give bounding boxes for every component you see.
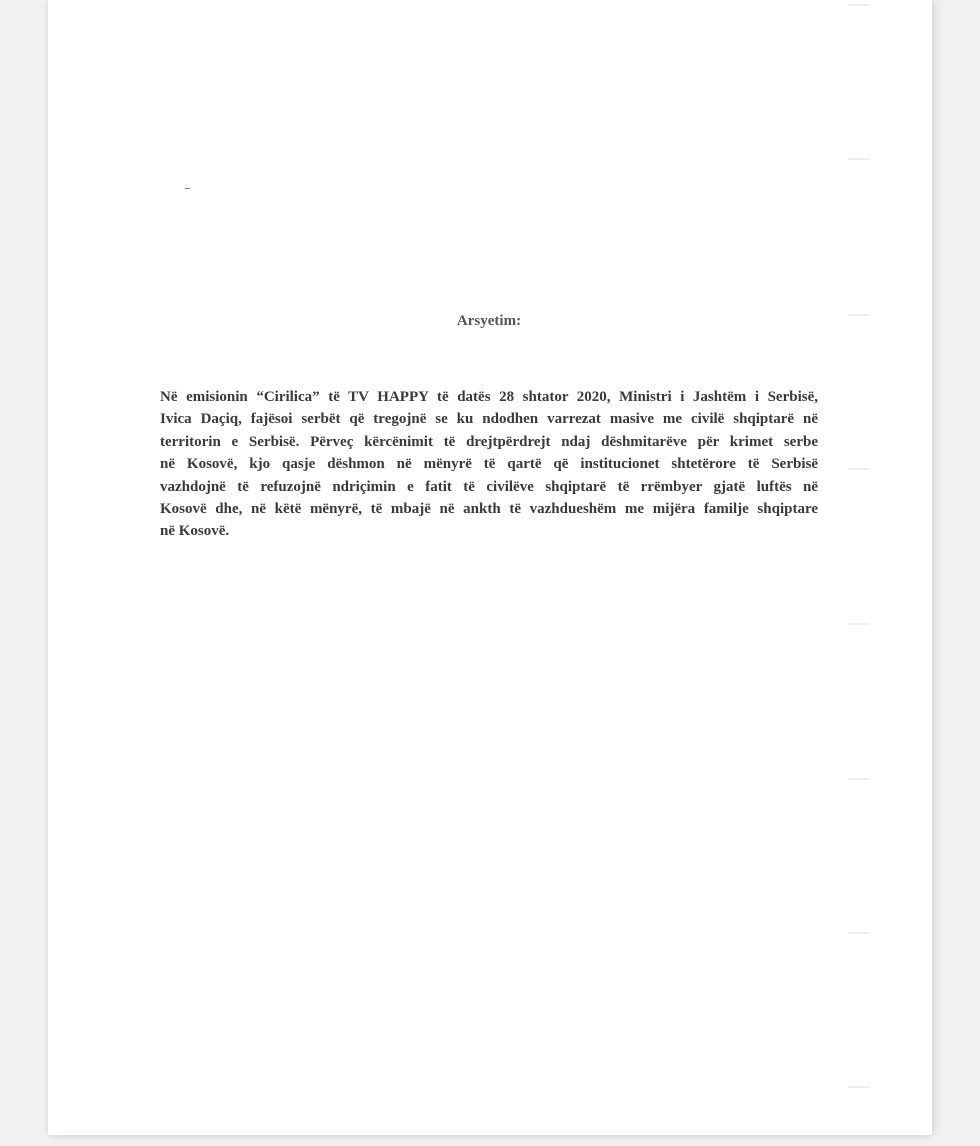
paragraph-line: Kosovë dhe, në këtë mënyrë, të mbajë në ankth të vazhdueshëm me mijëra familje shqiptare	[160, 500, 818, 517]
paragraph-line: Në emisionin “Cirilica” të TV HAPPY të datës 28 shtator 2020, Ministri i Jashtëm i Serbisë,	[160, 389, 818, 405]
paragraph-line: në Kosovë.	[160, 523, 230, 540]
paragraph-line: Ivica Daçiq, fajësoi serbët që tregojnë se ku ndodhen varrezat masive me civilë shqiptarë në	[160, 411, 818, 428]
bleed-mark	[848, 158, 870, 160]
bleed-mark	[848, 623, 870, 625]
bleed-mark	[848, 778, 870, 780]
bleed-mark	[848, 932, 870, 934]
document-page	[48, 0, 932, 1135]
bleed-mark	[848, 468, 870, 470]
bleed-mark	[848, 1086, 870, 1088]
stray-mark	[185, 188, 190, 189]
body-paragraph	[160, 386, 818, 543]
paragraph-line: territorin e Serbisë. Përveç kërcënimit të drejtpërdrejt ndaj dëshmitarëve për krimet serbe	[160, 433, 818, 450]
section-heading: Arsyetim:	[456, 313, 522, 329]
paragraph-line: në Kosovë, kjo qasje dëshmon në mënyrë të qartë që institucionet shtetërore të Serbisë	[160, 456, 818, 473]
bleed-mark	[848, 4, 870, 6]
paragraph-line: vazhdojnë të refuzojnë ndriçimin e fatit të civilëve shqiptarë të rrëmbyer gjatë luftës në	[160, 478, 818, 495]
